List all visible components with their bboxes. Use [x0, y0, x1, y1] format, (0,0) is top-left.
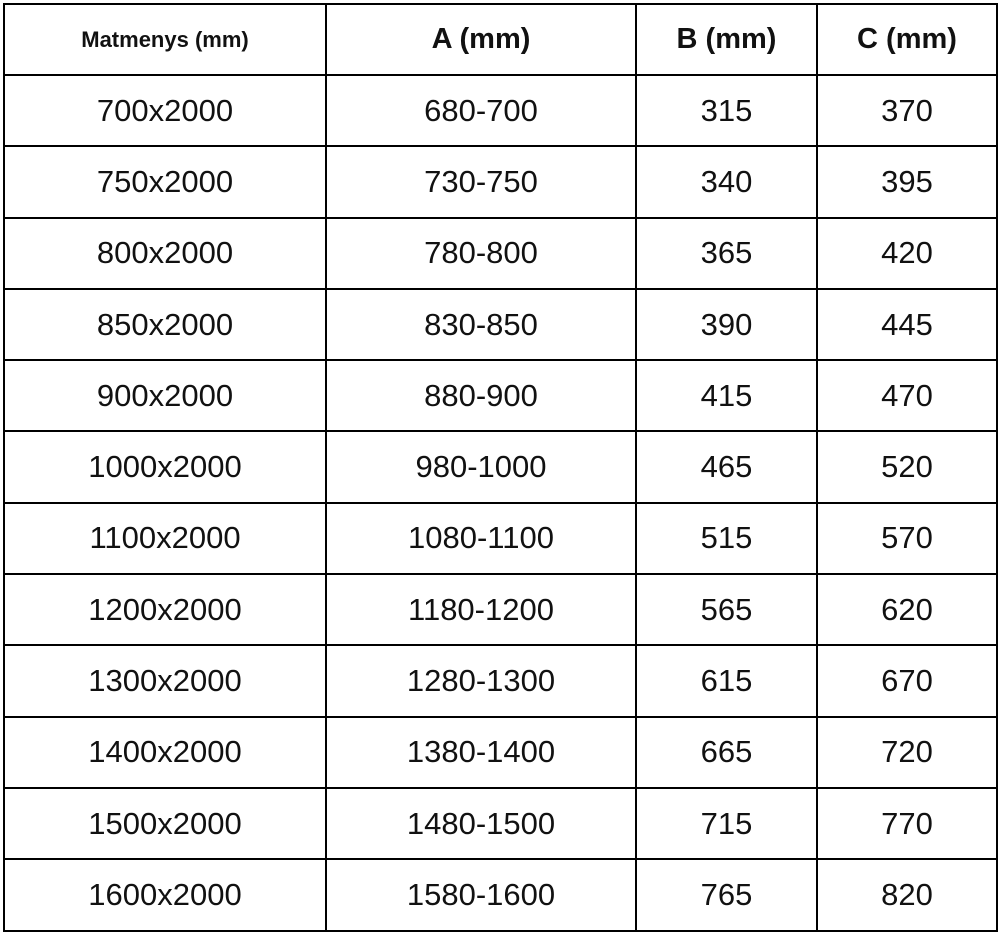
- cell-size: 1000x2000: [4, 431, 326, 502]
- cell-a: 1180-1200: [326, 574, 636, 645]
- cell-b: 415: [636, 360, 817, 431]
- cell-b: 765: [636, 859, 817, 930]
- cell-a: 1280-1300: [326, 645, 636, 716]
- cell-size: 800x2000: [4, 218, 326, 289]
- cell-size: 1500x2000: [4, 788, 326, 859]
- dimensions-table-wrapper: [3, 3, 996, 931]
- cell-c: 770: [817, 788, 997, 859]
- header-size: Matmenys (mm): [4, 4, 326, 75]
- table-row: [4, 289, 997, 360]
- cell-a: 830-850: [326, 289, 636, 360]
- cell-a: 980-1000: [326, 431, 636, 502]
- cell-c: 395: [817, 146, 997, 217]
- table-row: [4, 788, 997, 859]
- cell-a: 1380-1400: [326, 717, 636, 788]
- cell-a: 1480-1500: [326, 788, 636, 859]
- cell-c: 520: [817, 431, 997, 502]
- cell-size: 750x2000: [4, 146, 326, 217]
- cell-c: 670: [817, 645, 997, 716]
- cell-size: 1100x2000: [4, 503, 326, 574]
- cell-a: 780-800: [326, 218, 636, 289]
- cell-c: 720: [817, 717, 997, 788]
- table-row: [4, 717, 997, 788]
- cell-c: 445: [817, 289, 997, 360]
- cell-c: 420: [817, 218, 997, 289]
- cell-a: 730-750: [326, 146, 636, 217]
- cell-c: 570: [817, 503, 997, 574]
- table-row: [4, 574, 997, 645]
- table-row: [4, 360, 997, 431]
- table-row: [4, 218, 997, 289]
- cell-c: 470: [817, 360, 997, 431]
- cell-size: 1400x2000: [4, 717, 326, 788]
- header-c: C (mm): [817, 4, 997, 75]
- cell-size: 900x2000: [4, 360, 326, 431]
- header-a: A (mm): [326, 4, 636, 75]
- cell-a: 1080-1100: [326, 503, 636, 574]
- cell-b: 315: [636, 75, 817, 146]
- cell-size: 700x2000: [4, 75, 326, 146]
- cell-b: 715: [636, 788, 817, 859]
- header-b: B (mm): [636, 4, 817, 75]
- cell-b: 365: [636, 218, 817, 289]
- dimensions-table: [3, 3, 998, 932]
- cell-b: 390: [636, 289, 817, 360]
- cell-a: 880-900: [326, 360, 636, 431]
- cell-c: 620: [817, 574, 997, 645]
- cell-b: 465: [636, 431, 817, 502]
- cell-size: 1300x2000: [4, 645, 326, 716]
- table-row: [4, 503, 997, 574]
- table-row: [4, 645, 997, 716]
- cell-c: 820: [817, 859, 997, 930]
- table-row: [4, 75, 997, 146]
- cell-b: 515: [636, 503, 817, 574]
- cell-b: 340: [636, 146, 817, 217]
- table-row: [4, 146, 997, 217]
- cell-size: 1600x2000: [4, 859, 326, 930]
- table-header-row: [4, 4, 997, 75]
- cell-size: 850x2000: [4, 289, 326, 360]
- cell-size: 1200x2000: [4, 574, 326, 645]
- cell-b: 665: [636, 717, 817, 788]
- table-row: [4, 431, 997, 502]
- cell-b: 565: [636, 574, 817, 645]
- cell-b: 615: [636, 645, 817, 716]
- cell-c: 370: [817, 75, 997, 146]
- table-row: [4, 859, 997, 930]
- cell-a: 680-700: [326, 75, 636, 146]
- cell-a: 1580-1600: [326, 859, 636, 930]
